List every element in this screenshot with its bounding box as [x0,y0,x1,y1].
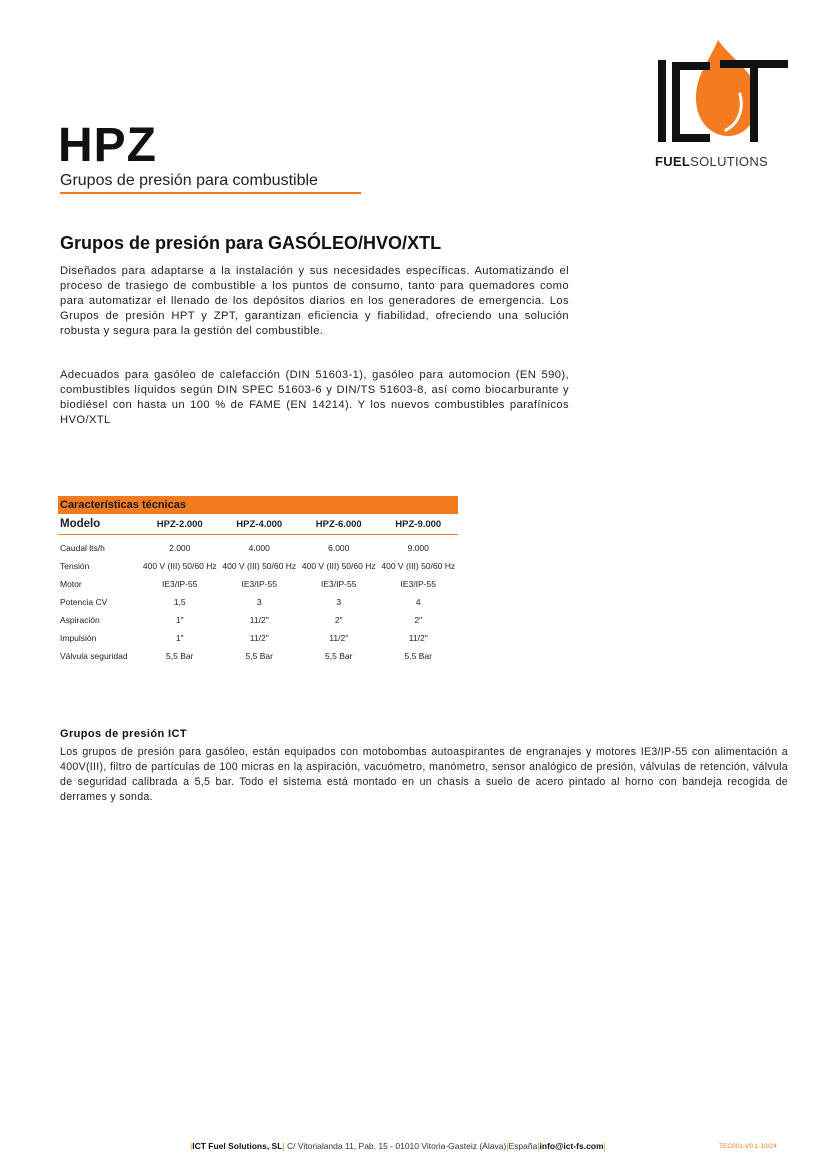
table-cell: IE3/IP-55 [400,579,436,589]
table-cell: 1" [175,615,184,625]
section-heading: Grupos de presión para GASÓLEO/HVO/XTL [60,233,442,253]
page-subtitle: Grupos de presión para combustible [60,172,318,189]
table-cell: 11/2" [329,633,349,643]
row-label: Válvula seguridad [60,651,128,661]
specs-table [58,496,458,665]
page-title: HPZ [58,119,157,172]
row-label: Caudal lts/h [60,543,105,553]
table-cell: 11/2" [249,633,269,643]
table-cell: 5,5 Bar [404,651,432,661]
table-cell: 1" [175,633,184,643]
table-cell: 400 V (III) 50/60 Hz [381,561,456,571]
table-cell: IE3/IP-55 [162,579,198,589]
table-row [58,557,458,575]
row-label: Potencia CV [60,597,108,607]
footer: |ICT Fuel Solutions, SL| C/ Vitorialanda 11, Pab. 15 - 01010 Vitoria-Gasteiz (Álava)|España|info@ict-fs.com| [190,1141,606,1151]
table-cell: 5,5 Bar [325,651,353,661]
column-header: Modelo [58,514,140,535]
row-label: Motor [60,579,82,589]
row-label: Tensión [60,561,90,571]
table-cell: 2" [414,615,423,625]
title-underline [60,192,361,194]
specs-table-header: Características técnicas [58,496,458,514]
table-cell: 3 [256,597,262,607]
intro-paragraph-1: Diseñados para adaptarse a la instalación y sus necesidades específicas. Automatizando el proceso de trasiego de combustible a los puntos de consumo, tanto para quemadores como para automatizar el llenado de los depósitos diarios en los generadores de emergencia. Los Grupos de presión HPT y ZPT, garantizan eficiencia y fiabilidad, ofreciendo una solución robusta y segura para la gestión del combustible. [60,265,569,337]
table-row [58,611,458,629]
table-row [58,647,458,665]
table-cell: 400 V (III) 50/60 Hz [222,561,297,571]
table-row [58,539,458,557]
table-header-row [58,514,458,535]
ict-section-heading: Grupos de presión ICT [60,728,187,740]
table-cell: 5,5 Bar [245,651,273,661]
intro-paragraph-2: Adecuados para gasóleo de calefacción (DIN 51603-1), gasóleo para automocion (EN 590), combustibles líquidos según DIN SPEC 51603-6 y DIN/TS 51603-8, así como biocarburante y biodiésel con hasta un 100 % de FAME (EN 14214). Y los nuevos combustibles parafínicos HVO/XTL [60,369,569,426]
row-label: Aspiración [60,615,100,625]
footer-email[interactable]: info@ict-fs.com [539,1141,604,1151]
column-header: HPZ-9.000 [379,514,459,535]
ict-section-body: Los grupos de presión para gasóleo, están equipados con motobombas autoaspirantes de engranajes y motores IE3/IP-55 con alimentación a 400V(III), filtro de partículas de 100 micras en la aspiración, vacuómetro, manómetro, sensor analógico de presión, válvulas de retención, válvula de seguridad calibrada a 5,5 bar. Todo el sistema está montado en un chasis a suelo de acero pintado al horno con bandeja recogida de derrames y sonda. [60,746,788,803]
footer-company: ICT Fuel Solutions, SL [192,1141,283,1151]
table-cell: 1,5 [173,597,186,607]
table-cell: IE3/IP-55 [241,579,277,589]
row-label: Impulsión [60,633,97,643]
table-cell: 400 V (III) 50/60 Hz [301,561,376,571]
column-header: HPZ-4.000 [220,514,300,535]
table-cell: IE3/IP-55 [321,579,357,589]
table-row [58,575,458,593]
document-code: TEC001-V0.1-10/24 [719,1143,777,1150]
table-cell: 2.000 [169,543,191,553]
table-cell: 6.000 [328,543,350,553]
table-cell: 400 V (III) 50/60 Hz [142,561,217,571]
column-header: HPZ-2.000 [140,514,220,535]
column-header: HPZ-6.000 [299,514,379,535]
table-cell: 5,5 Bar [166,651,194,661]
table-cell: 4.000 [248,543,270,553]
logo-wordmark: FUELSOLUTIONS [655,154,768,169]
table-cell: 4 [415,597,421,607]
table-cell: 3 [336,597,342,607]
table-cell: 11/2" [249,615,269,625]
table-cell: 2" [334,615,343,625]
table-row [58,593,458,611]
table-cell: 11/2" [408,633,428,643]
table-row [58,629,458,647]
table-cell: 9.000 [407,543,429,553]
footer-address: C/ Vitorialanda 11, Pab. 15 - 01010 Vitoria-Gasteiz (Álava) [287,1141,507,1151]
footer-country: España [508,1141,538,1151]
